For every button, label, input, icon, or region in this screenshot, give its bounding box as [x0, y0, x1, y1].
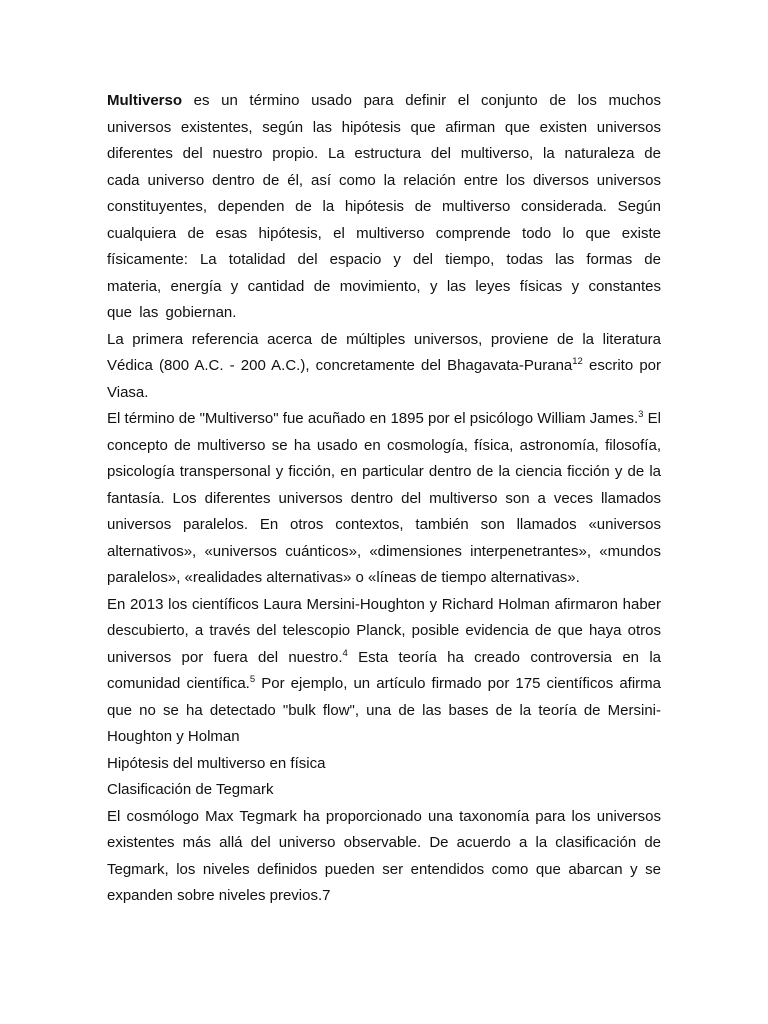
paragraph-concept-text-a: El término de "Multiverso" fue acuñado en 1895 por el psicólogo William James. [107, 410, 639, 427]
paragraph-intro-text: es un término usado para definir el conjunto de los muchos universos existentes, según las hipótesis que afirman que existen universos diferentes del nuestro propio. La estructura del multiverso, la naturaleza de cada universo dentro de él, así como la relación entre los diversos universos constituyentes, dependen de la hipótesis de multiverso considerada. Según cualquiera de esas hipótesis, el multiverso comprende todo lo que existe físicamente: La totalidad del espacio y del tiempo, todas las formas de materia, energía y cantidad de movimiento, y las leyes físicas y constantes que las gobiernan. [107, 92, 661, 321]
paragraph-tegmark: El cosmólogo Max Tegmark ha proporcionado una taxonomía para los universos existentes más allá del universo observable. De acuerdo a la clasificación de Tegmark, los niveles definidos pueden ser entendidos como que abarcan y se expanden sobre niveles previos.7 [107, 807, 661, 904]
paragraph-planck [107, 592, 661, 751]
paragraph-vedic-text-a: La primera referencia acerca de múltiples universos, proviene de la literatura Védica (800 A.C. - 200 A.C.), concretamente del Bhagavata-Purana [107, 330, 661, 374]
paragraph-concept [107, 406, 661, 592]
paragraph-concept-text-b: El concepto de multiverso se ha usado en cosmología, física, astronomía, filosofía, psicología transpersonal y ficción, en particular dentro de la ciencia ficción y de la fantasía. Los diferentes universos dentro del multiverso son a veces llamados universos paralelos. En otros contextos, también son llamados «universos alternativos», «universos cuánticos», «dimensiones interpenetrantes», «mundos paralelos», «realidades alternativas» o «líneas de tiempo alternativas». [107, 410, 661, 586]
paragraph-vedic-text-b: escrito por Viasa. [107, 357, 661, 401]
footnote-ref-12[interactable]: 12 [572, 356, 583, 367]
paragraph-vedic [107, 327, 661, 407]
footnote-ref-4[interactable]: 4 [342, 647, 348, 659]
section-heading-hypothesis: Hipótesis del multiverso en física [107, 754, 326, 772]
paragraph-planck-text-b: Esta teoría ha creado controversia en la comunidad científica. [107, 648, 662, 692]
footnote-ref-5[interactable]: 5 [249, 674, 256, 685]
section-heading-tegmark: Clasificación de Tegmark [107, 781, 274, 798]
paragraph-intro [107, 88, 661, 327]
paragraph-planck-text-a: En 2013 los científicos Laura Mersini-Houghton y Richard Holman afirmaron haber descubierto, a través del telescopio Planck, posible evidencia de que haya otros universos por fuera del nuestro. [107, 595, 661, 666]
footnote-ref-3[interactable]: 3 [638, 409, 644, 420]
paragraph-planck-text-c: Por ejemplo, un artículo firmado por 175 científicos afirma que no se ha detectado "bulk flow", una de las bases de la teoría de Mersini-Houghton y Holman [107, 675, 661, 745]
term-multiverso: Multiverso [107, 92, 183, 109]
